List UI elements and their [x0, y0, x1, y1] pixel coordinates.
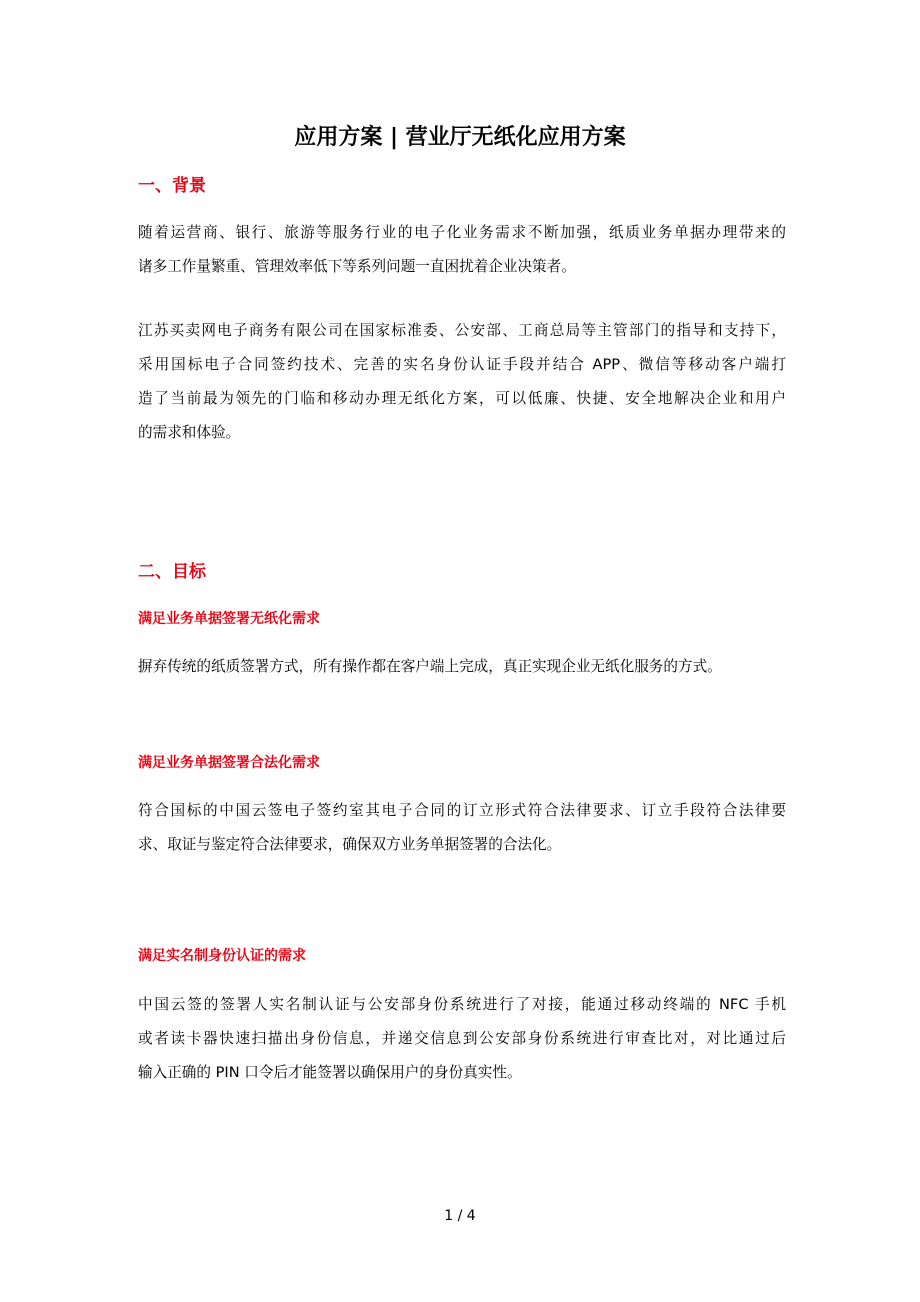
- paragraph-line: 中国云签的签署人实名制认证与公安部身份系统进行了对接，能通过移动终端的 NFC 手机: [138, 996, 786, 1013]
- background-paragraph-1: [138, 216, 786, 284]
- background-paragraph-2: [138, 314, 786, 450]
- paragraph-line: 摒弃传统的纸质签署方式，所有操作都在客户端上完成，真正实现企业无纸化服务的方式。: [138, 658, 722, 675]
- paragraph-line: 输入正确的 PIN 口令后才能签署以确保用户的身份真实性。: [138, 1064, 522, 1081]
- subheading-legality: 满足业务单据签署合法化需求: [138, 755, 320, 771]
- paragraph-line: 造了当前最为领先的门临和移动办理无纸化方案，可以低廉、快捷、安全地解决企业和用户: [138, 390, 786, 407]
- section-heading-goals: 二、目标: [138, 562, 206, 582]
- subheading-identity: 满足实名制身份认证的需求: [138, 948, 306, 964]
- paragraph-line: 江苏买卖网电子商务有限公司在国家标准委、公安部、工商总局等主管部门的指导和支持下，: [138, 322, 786, 339]
- legality-paragraph: [138, 794, 786, 862]
- paperless-paragraph: [138, 650, 786, 684]
- paragraph-line: 采用国标电子合同签约技术、完善的实名身份认证手段并结合 APP、微信等移动客户端打: [138, 356, 786, 373]
- subheading-paperless: 满足业务单据签署无纸化需求: [138, 611, 320, 627]
- identity-paragraph: [138, 988, 786, 1090]
- paragraph-line: 诸多工作量繁重、管理效率低下等系列问题一直困扰着企业决策者。: [138, 258, 576, 275]
- paragraph-line: 的需求和体验。: [138, 424, 241, 441]
- paragraph-line: 或者读卡器快速扫描出身份信息，并递交信息到公安部身份系统进行审查比对，对比通过后: [138, 1030, 786, 1047]
- paragraph-line: 符合国标的中国云签电子签约室其电子合同的订立形式符合法律要求、订立手段符合法律要: [138, 802, 786, 819]
- section-heading-background: 一、背景: [138, 176, 206, 196]
- paragraph-line: 求、取证与鉴定符合法律要求，确保双方业务单据签署的合法化。: [138, 836, 562, 853]
- document-title: 应用方案 | 营业厅无纸化应用方案: [294, 125, 626, 150]
- paragraph-line: 随着运营商、银行、旅游等服务行业的电子化业务需求不断加强，纸质业务单据办理带来的: [138, 224, 786, 241]
- page-number: 1 / 4: [444, 1208, 476, 1224]
